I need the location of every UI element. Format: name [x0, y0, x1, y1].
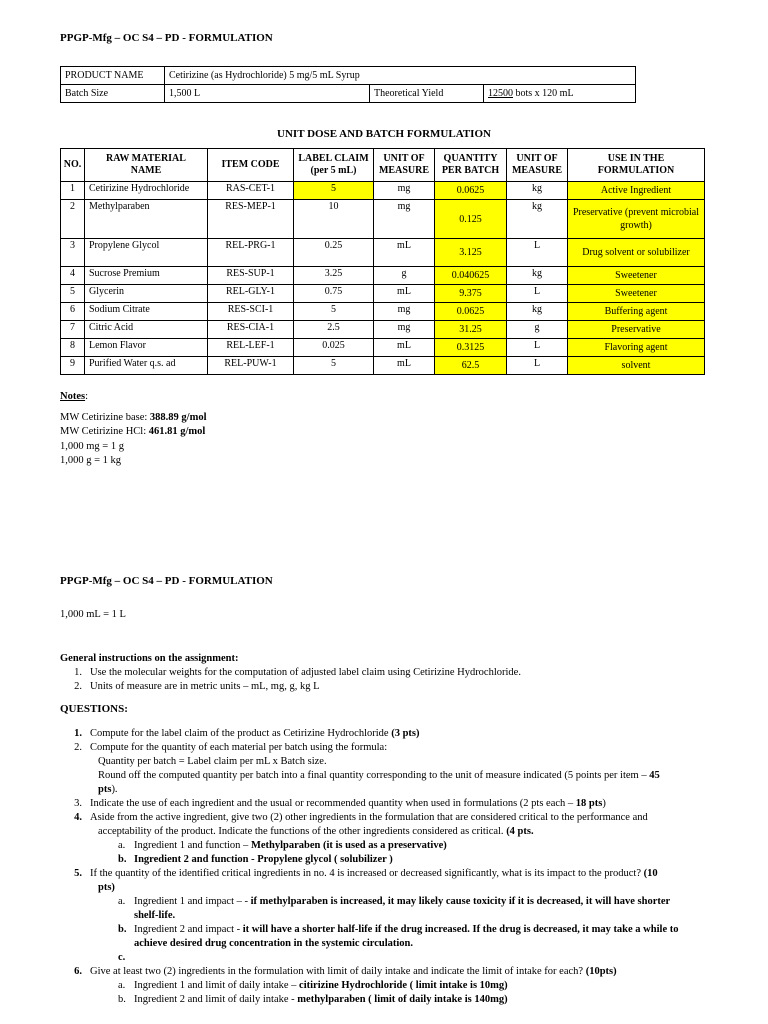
row-use: Buffering agent [568, 303, 705, 321]
table-row [61, 321, 705, 339]
row-label-claim: 5 [294, 357, 374, 375]
row-use: Preservative [568, 321, 705, 339]
col-quantity: QUANTITY PER BATCH [435, 149, 507, 182]
question-5c: c. [118, 952, 126, 963]
page-header-2: PPGP-Mfg – OC S4 – PD - FORMULATION [60, 575, 273, 587]
row-unit: mg [374, 182, 435, 200]
questions-list: 1. Compute for the label claim of the product as Cetirizine Hydrochloride (3 pts) 2. Compute for the quantity of each material per batch using the formula: Quantity per batch = Label claim per mL x Batch size. Round off the computed quantity per batch into a final quantity corresponding to the unit of measure indicated (5 points per item – 45 pts). 3. Indicate the use of each ingredient and the usual or recommended quantity when used in formulations (2 pts each – 18 pts) 4. Aside from the active ingredient, give two (2) other ingredients in the formulation that are considered critical to the performance and acceptability of the product. Indicate the functions of the other ingredients considered as critical. (4 pts. a. Ingredient 1 and function – Methylparaben (it is used as a preservative) b. Ingredient 2 and function - Propylene glycol ( solubilizer ) 5. If the quantity of the identified critical ingredients in no. 4 is increased or decreased significantly, what is its impact to the product? (10 pts) a. Ingredient 1 and impact – - if methylparaben is increased, it may likely cause toxicity if it is decreased, it will have shorter shelf-life. b. Ingredient 2 and impact - it will have a shorter half-life if the drug increased. If the drug is decreased, it may take a while to achieve desired drug concentration in the systemic circulation. c. 6. Give at least two (2) ingredients in the formulation with limit of daily intake and indicate the limit of intake for each? (10pts) a. Ingredient 1 and limit of daily intake – citirizine Hydrochloride ( limit intake is 10mg) b. Ingredient 2 and limit of daily intake - methylparaben ( limit of daily intake is 140mg) [60, 727, 720, 1007]
row-use: Active Ingredient [568, 182, 705, 200]
theoretical-yield-label: Theoretical Yield [370, 85, 484, 103]
col-label-claim: LABEL CLAIM (per 5 mL) [294, 149, 374, 182]
row-unit: mL [374, 239, 435, 267]
theoretical-yield-value: 12500 bots x 120 mL [484, 85, 636, 103]
product-name-value: Cetirizine (as Hydrochloride) 5 mg/5 mL Syrup [165, 67, 636, 85]
notes-section: Notes: MW Cetirizine base: 388.89 g/mol MW Cetirizine HCl: 461.81 g/mol 1,000 mg = 1 g 1,000 g = 1 kg [60, 390, 207, 469]
row-unit: mL [374, 357, 435, 375]
questions-title: QUESTIONS: [60, 703, 128, 715]
row-batch-unit: kg [507, 182, 568, 200]
question-2-formula: Quantity per batch = Label claim per mL x Batch size. [98, 756, 327, 767]
row-no: 2 [61, 200, 85, 239]
row-label-claim: 0.25 [294, 239, 374, 267]
col-use: USE IN THE FORMULATION [568, 149, 705, 182]
row-label-claim: 10 [294, 200, 374, 239]
row-batch-unit: g [507, 321, 568, 339]
row-name: Sucrose Premium [85, 267, 208, 285]
row-label-claim: 5 [294, 182, 374, 200]
row-batch-unit: L [507, 339, 568, 357]
row-no: 6 [61, 303, 85, 321]
mw-base: MW Cetirizine base: 388.89 g/mol [60, 411, 207, 423]
row-quantity: 0.040625 [435, 267, 507, 285]
table-row [61, 267, 705, 285]
row-unit: mg [374, 303, 435, 321]
general-instructions: General instructions on the assignment: 1. Use the molecular weights for the computation of adjusted label claim using Cetirizine Hydrochloride. 2. Units of measure are in metric units – mL, mg, g, kg L [60, 652, 720, 694]
question-6a: a. Ingredient 1 and limit of daily intake – citirizine Hydrochloride ( limit intake is 10mg) [118, 980, 508, 991]
question-4b: b. Ingredient 2 and function - Propylene glycol ( solubilizer ) [118, 854, 393, 865]
row-item-code: RES-SUP-1 [208, 267, 294, 285]
row-quantity: 3.125 [435, 239, 507, 267]
notes-label: Notes [60, 391, 86, 402]
row-unit: mg [374, 321, 435, 339]
row-name: Lemon Flavor [85, 339, 208, 357]
product-name-label: PRODUCT NAME [61, 67, 165, 85]
row-item-code: REL-LEF-1 [208, 339, 294, 357]
row-item-code: RAS-CET-1 [208, 182, 294, 200]
row-no: 5 [61, 285, 85, 303]
general-item-1: Use the molecular weights for the computation of adjusted label claim using Cetirizine Hydrochloride. [90, 667, 521, 678]
table-header-row [61, 149, 705, 182]
question-1: 1. Compute for the label claim of the product as Cetirizine Hydrochloride (3 pts) [74, 728, 420, 739]
col-raw-material: RAW MATERIAL NAME [85, 149, 208, 182]
question-2: 2. Compute for the quantity of each material per batch using the formula: [74, 742, 388, 753]
row-no: 7 [61, 321, 85, 339]
row-name: Glycerin [85, 285, 208, 303]
col-batch-unit: UNIT OF MEASURE [507, 149, 568, 182]
page-header: PPGP-Mfg – OC S4 – PD - FORMULATION [60, 32, 273, 44]
row-no: 1 [61, 182, 85, 200]
question-5b: b. Ingredient 2 and impact - it will have a shorter half-life if the drug increased. If the drug is decreased, it may take a while to [118, 924, 679, 935]
question-4: 4. Aside from the active ingredient, give two (2) other ingredients in the formulation that are considered critical to the performance and [74, 812, 648, 823]
row-no: 9 [61, 357, 85, 375]
conversion-mg-g: 1,000 mg = 1 g [60, 440, 124, 452]
formulation-table [60, 148, 705, 375]
row-item-code: RES-MEP-1 [208, 200, 294, 239]
row-name: Propylene Glycol [85, 239, 208, 267]
row-item-code: REL-GLY-1 [208, 285, 294, 303]
row-batch-unit: L [507, 357, 568, 375]
batch-size-value: 1,500 L [165, 85, 370, 103]
row-use: Drug solvent or solubilizer [568, 239, 705, 267]
table-row [61, 339, 705, 357]
row-no: 8 [61, 339, 85, 357]
col-item-code: ITEM CODE [208, 149, 294, 182]
product-info-table [60, 66, 636, 103]
row-name: Purified Water q.s. ad [85, 357, 208, 375]
row-unit: g [374, 267, 435, 285]
table-row [61, 239, 705, 267]
question-3: 3. Indicate the use of each ingredient and the usual or recommended quantity when used in formulations (2 pts each – 18 pts) [74, 798, 606, 809]
table-row [61, 200, 705, 239]
row-use: Sweetener [568, 285, 705, 303]
row-use: Sweetener [568, 267, 705, 285]
row-batch-unit: L [507, 239, 568, 267]
table-row [61, 357, 705, 375]
table-title: UNIT DOSE AND BATCH FORMULATION [277, 128, 491, 140]
row-item-code: RES-SCI-1 [208, 303, 294, 321]
row-use: Flavoring agent [568, 339, 705, 357]
table-row [61, 303, 705, 321]
question-6: 6. Give at least two (2) ingredients in the formulation with limit of daily intake and indicate the limit of intake for each? (10pts) [74, 966, 617, 977]
row-label-claim: 3.25 [294, 267, 374, 285]
row-label-claim: 5 [294, 303, 374, 321]
question-5a: a. Ingredient 1 and impact – - if methylparaben is increased, it may likely cause toxicity if it is decreased, it will have shorter [118, 896, 671, 907]
row-name: Sodium Citrate [85, 303, 208, 321]
table-row [61, 182, 705, 200]
table-row [61, 285, 705, 303]
row-unit: mL [374, 285, 435, 303]
row-batch-unit: L [507, 285, 568, 303]
row-no: 4 [61, 267, 85, 285]
col-unit-measure: UNIT OF MEASURE [374, 149, 435, 182]
question-4a: a. Ingredient 1 and function – Methylparaben (it is used as a preservative) [118, 840, 447, 851]
row-name: Methylparaben [85, 200, 208, 239]
row-quantity: 0.3125 [435, 339, 507, 357]
row-name: Cetirizine Hydrochloride [85, 182, 208, 200]
row-unit: mg [374, 200, 435, 239]
row-batch-unit: kg [507, 267, 568, 285]
row-quantity: 0.125 [435, 200, 507, 239]
general-title: General instructions on the assignment: [60, 653, 239, 664]
general-item-2: Units of measure are in metric units – mL, mg, g, kg L [90, 681, 320, 692]
question-2-round: Round off the computed quantity per batch into a final quantity corresponding to the unit of measure indicated (5 points per item – 45 [98, 770, 660, 781]
conversion-ml-l: 1,000 mL = 1 L [60, 609, 126, 620]
col-no: NO. [61, 149, 85, 182]
question-5: 5. If the quantity of the identified critical ingredients in no. 4 is increased or decreased significantly, what is its impact to the product? (10 [74, 868, 658, 879]
row-quantity: 0.0625 [435, 303, 507, 321]
conversion-g-kg: 1,000 g = 1 kg [60, 455, 122, 466]
row-item-code: REL-PUW-1 [208, 357, 294, 375]
row-label-claim: 0.75 [294, 285, 374, 303]
row-no: 3 [61, 239, 85, 267]
row-unit: mL [374, 339, 435, 357]
row-quantity: 0.0625 [435, 182, 507, 200]
row-use: solvent [568, 357, 705, 375]
row-item-code: REL-PRG-1 [208, 239, 294, 267]
row-item-code: RES-CIA-1 [208, 321, 294, 339]
row-use: Preservative (prevent microbial growth) [568, 200, 705, 239]
row-batch-unit: kg [507, 303, 568, 321]
row-batch-unit: kg [507, 200, 568, 239]
row-quantity: 31.25 [435, 321, 507, 339]
row-label-claim: 0.025 [294, 339, 374, 357]
question-6b: b. Ingredient 2 and limit of daily intake - methylparaben ( limit of daily intake is 140mg) [118, 994, 508, 1005]
mw-hcl: MW Cetirizine HCl: 461.81 g/mol [60, 426, 206, 437]
batch-size-label: Batch Size [61, 85, 165, 103]
row-label-claim: 2.5 [294, 321, 374, 339]
row-quantity: 9.375 [435, 285, 507, 303]
row-name: Citric Acid [85, 321, 208, 339]
row-quantity: 62.5 [435, 357, 507, 375]
